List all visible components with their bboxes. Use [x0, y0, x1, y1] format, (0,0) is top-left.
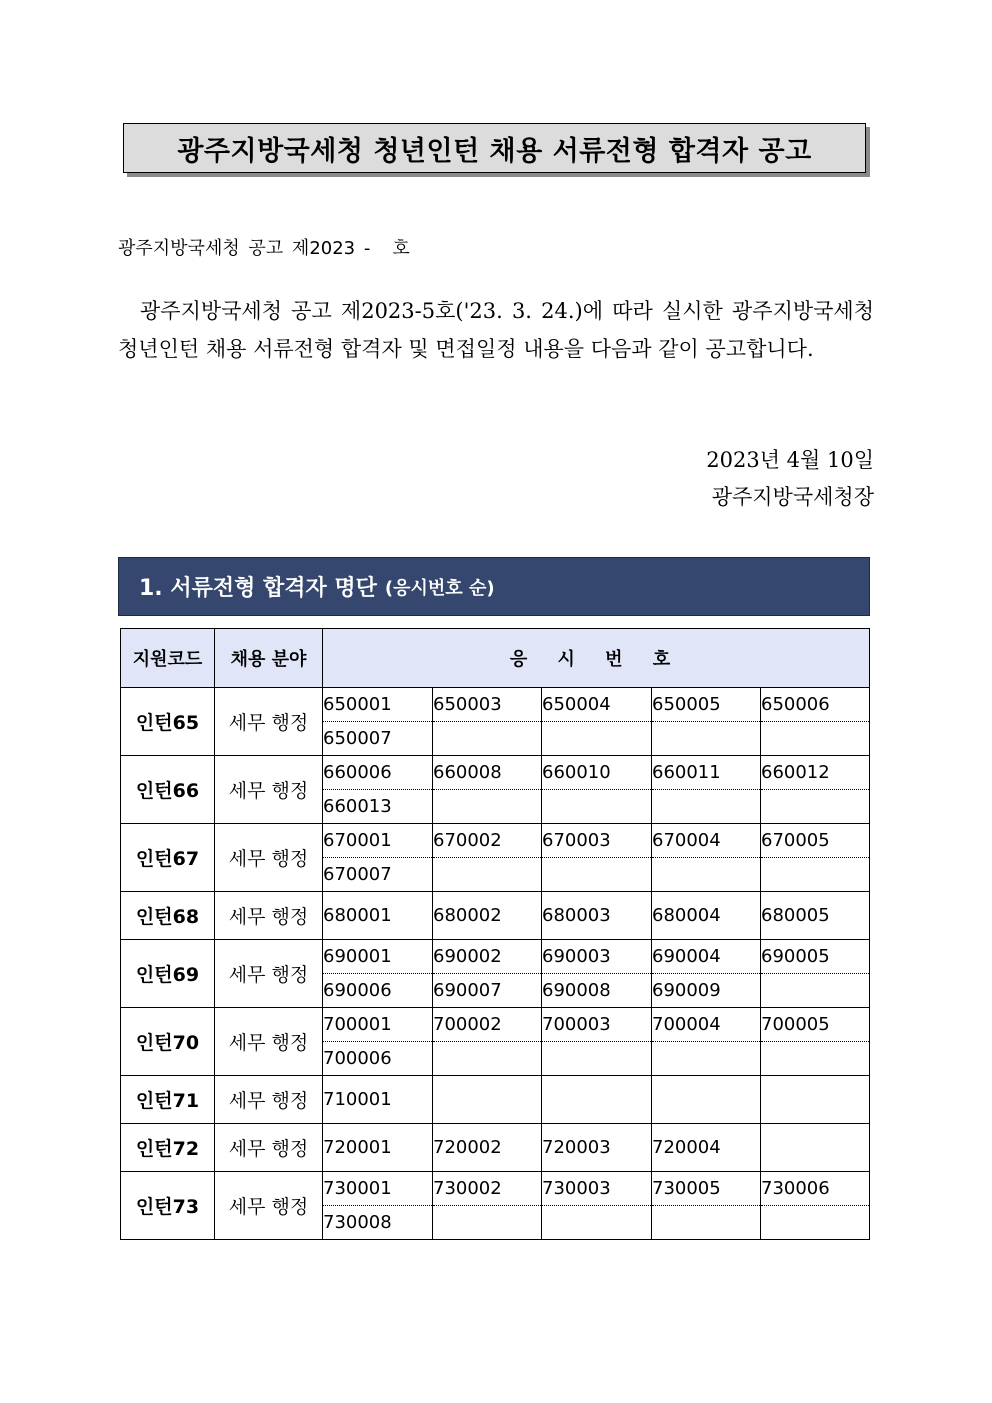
exam-number-cell: 690009: [652, 974, 761, 1008]
table-row: [121, 1172, 870, 1206]
exam-number-cell: 700005: [761, 1008, 870, 1042]
exam-number-cell: [433, 858, 542, 892]
exam-number-cell: 660013: [323, 790, 433, 824]
exam-number-cell: 670001: [323, 824, 433, 858]
applicant-code: 인턴65: [121, 688, 215, 756]
exam-number-cell: 650005: [652, 688, 761, 722]
exam-number-cell: 700003: [542, 1008, 652, 1042]
exam-number-cell: 700001: [323, 1008, 433, 1042]
header-numbers: 응 시 번 호: [323, 629, 870, 688]
table-row: [121, 940, 870, 974]
section-header: [118, 557, 870, 616]
exam-number-cell: 700006: [323, 1042, 433, 1076]
exam-number-cell: 690008: [542, 974, 652, 1008]
table-row: [121, 1008, 870, 1042]
exam-number-cell: 710001: [323, 1076, 433, 1124]
applicant-code: 인턴71: [121, 1076, 215, 1124]
section-subtitle: (응시번호 순): [384, 577, 495, 599]
exam-number-cell: [542, 1206, 652, 1240]
exam-number-cell: 650003: [433, 688, 542, 722]
applicant-code: 인턴68: [121, 892, 215, 940]
exam-number-cell: 690006: [323, 974, 433, 1008]
exam-number-cell: [761, 858, 870, 892]
exam-number-cell: [761, 1206, 870, 1240]
recruit-field: 세무 행정: [215, 940, 323, 1008]
exam-number-cell: 720002: [433, 1124, 542, 1172]
exam-number-cell: 690002: [433, 940, 542, 974]
exam-number-cell: 720001: [323, 1124, 433, 1172]
recruit-field: 세무 행정: [215, 1076, 323, 1124]
exam-number-cell: [433, 1076, 542, 1124]
exam-number-cell: [652, 722, 761, 756]
notice-number: [118, 234, 410, 260]
exam-number-cell: 680005: [761, 892, 870, 940]
exam-number-cell: 670004: [652, 824, 761, 858]
exam-number-cell: [542, 858, 652, 892]
applicant-code: 인턴70: [121, 1008, 215, 1076]
exam-number-cell: 690007: [433, 974, 542, 1008]
exam-number-cell: 650001: [323, 688, 433, 722]
exam-number-cell: 660011: [652, 756, 761, 790]
exam-number-cell: 730003: [542, 1172, 652, 1206]
exam-number-cell: [542, 790, 652, 824]
exam-number-cell: [433, 1042, 542, 1076]
header-field: 채용 분야: [215, 629, 323, 688]
exam-number-cell: 680002: [433, 892, 542, 940]
applicant-code: 인턴67: [121, 824, 215, 892]
exam-number-cell: 730001: [323, 1172, 433, 1206]
header-code: 지원코드: [121, 629, 215, 688]
table-row: [121, 824, 870, 858]
exam-number-cell: [761, 1076, 870, 1124]
table-row: [121, 1076, 870, 1124]
applicant-code: 인턴66: [121, 756, 215, 824]
notice-number-prefix: 광주지방국세청 공고 제2023 -: [118, 238, 371, 259]
exam-number-cell: [542, 722, 652, 756]
exam-number-cell: 730006: [761, 1172, 870, 1206]
exam-number-cell: [652, 1042, 761, 1076]
exam-number-cell: 730005: [652, 1172, 761, 1206]
exam-number-cell: 670005: [761, 824, 870, 858]
page-title: 광주지방국세청 청년인턴 채용 서류전형 합격자 공고: [123, 123, 866, 173]
exam-number-cell: 650004: [542, 688, 652, 722]
exam-number-cell: 680003: [542, 892, 652, 940]
section-title: 1. 서류전형 합격자 명단: [139, 576, 377, 601]
exam-number-cell: 670003: [542, 824, 652, 858]
exam-number-cell: [652, 858, 761, 892]
exam-number-cell: 660008: [433, 756, 542, 790]
exam-number-cell: [542, 1076, 652, 1124]
exam-number-cell: [652, 1076, 761, 1124]
announcement-date: 2023년 4월 10일: [706, 448, 874, 472]
table-row: [121, 756, 870, 790]
exam-number-cell: 730008: [323, 1206, 433, 1240]
table-row: [121, 688, 870, 722]
exam-number-cell: [761, 1042, 870, 1076]
exam-number-cell: 660012: [761, 756, 870, 790]
exam-number-cell: 720003: [542, 1124, 652, 1172]
exam-number-cell: 690005: [761, 940, 870, 974]
announcement-signer: 광주지방국세청장: [711, 485, 874, 509]
recruit-field: 세무 행정: [215, 756, 323, 824]
candidate-table: [120, 628, 870, 1240]
exam-number-cell: 660006: [323, 756, 433, 790]
exam-number-cell: 690003: [542, 940, 652, 974]
exam-number-cell: 650007: [323, 722, 433, 756]
recruit-field: 세무 행정: [215, 824, 323, 892]
exam-number-cell: 720004: [652, 1124, 761, 1172]
exam-number-cell: 730002: [433, 1172, 542, 1206]
announcement-body: 광주지방국세청 공고 제2023-5호('23. 3. 24.)에 따라 실시한 광주지방국세청 청년인턴 채용 서류전형 합격자 및 면접일정 내용을 다음과 같이 공고합니다.: [118, 299, 874, 361]
exam-number-cell: [761, 790, 870, 824]
exam-number-cell: [761, 974, 870, 1008]
exam-number-cell: 700004: [652, 1008, 761, 1042]
exam-number-cell: 690001: [323, 940, 433, 974]
table-row: [121, 892, 870, 940]
exam-number-cell: 660010: [542, 756, 652, 790]
exam-number-cell: 670007: [323, 858, 433, 892]
recruit-field: 세무 행정: [215, 1008, 323, 1076]
exam-number-cell: [652, 790, 761, 824]
recruit-field: 세무 행정: [215, 688, 323, 756]
applicant-code: 인턴72: [121, 1124, 215, 1172]
exam-number-cell: 690004: [652, 940, 761, 974]
exam-number-cell: [433, 722, 542, 756]
exam-number-cell: [761, 1124, 870, 1172]
exam-number-cell: 700002: [433, 1008, 542, 1042]
exam-number-cell: [542, 1042, 652, 1076]
exam-number-cell: 650006: [761, 688, 870, 722]
exam-number-cell: [433, 790, 542, 824]
recruit-field: 세무 행정: [215, 892, 323, 940]
applicant-code: 인턴69: [121, 940, 215, 1008]
exam-number-cell: 670002: [433, 824, 542, 858]
table-body: [121, 688, 870, 1240]
notice-number-suffix: 호: [392, 238, 410, 259]
table-row: [121, 1124, 870, 1172]
exam-number-cell: 680004: [652, 892, 761, 940]
exam-number-cell: 680001: [323, 892, 433, 940]
exam-number-cell: [652, 1206, 761, 1240]
table-header-row: [121, 629, 870, 688]
exam-number-cell: [761, 722, 870, 756]
applicant-code: 인턴73: [121, 1172, 215, 1240]
recruit-field: 세무 행정: [215, 1124, 323, 1172]
recruit-field: 세무 행정: [215, 1172, 323, 1240]
exam-number-cell: [433, 1206, 542, 1240]
